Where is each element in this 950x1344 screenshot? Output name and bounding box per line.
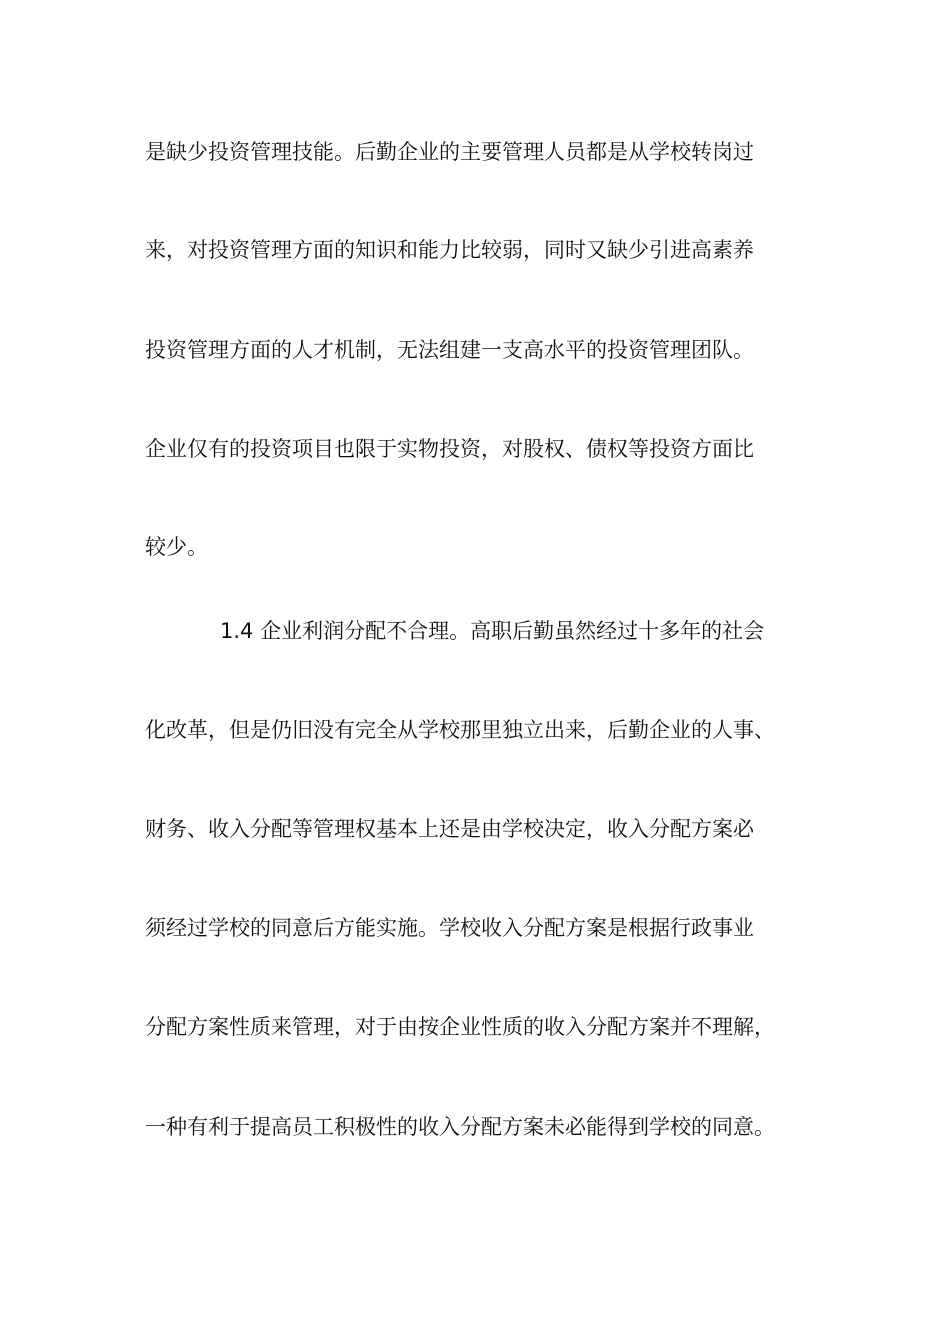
section-heading-line: 1.4 企业利润分配不合理。高职后勤虽然经过十多年的社会 bbox=[220, 619, 765, 643]
paragraph-line: 一种有利于提高员工积极性的收入分配方案未必能得到学校的同意。 bbox=[145, 1115, 775, 1139]
paragraph-line: 投资管理方面的人才机制，无法组建一支高水平的投资管理团队。 bbox=[145, 338, 754, 362]
paragraph-line: 企业仅有的投资项目也限于实物投资，对股权、债权等投资方面比 bbox=[145, 437, 754, 461]
paragraph-line: 来，对投资管理方面的知识和能力比较弱，同时又缺少引进高素养 bbox=[145, 238, 754, 262]
paragraph-line: 是缺少投资管理技能。后勤企业的主要管理人员都是从学校转岗过 bbox=[145, 140, 754, 164]
paragraph-line: 须经过学校的同意后方能实施。学校收入分配方案是根据行政事业 bbox=[145, 916, 754, 940]
paragraph-line: 较少。 bbox=[145, 535, 208, 559]
paragraph-line: 财务、收入分配等管理权基本上还是由学校决定，收入分配方案必 bbox=[145, 817, 754, 841]
paragraph-line: 分配方案性质来管理，对于由按企业性质的收入分配方案并不理解， bbox=[145, 1015, 775, 1039]
paragraph-line: 化改革，但是仍旧没有完全从学校那里独立出来，后勤企业的人事、 bbox=[145, 718, 775, 742]
